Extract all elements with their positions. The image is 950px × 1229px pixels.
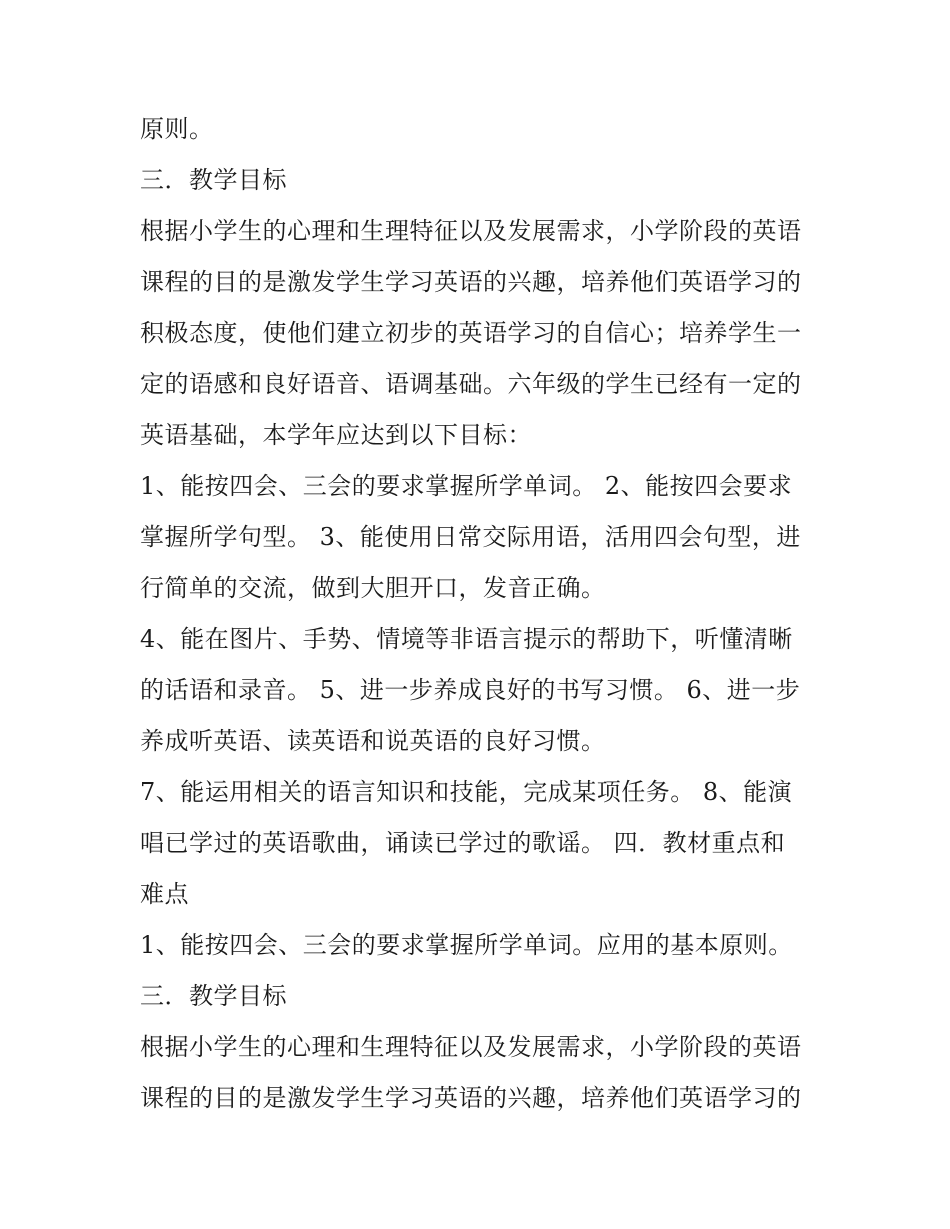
text-line: 课程的目的是激发学生学习英语的兴趣，培养他们英语学习的 — [140, 268, 802, 296]
text-line: 唱已学过的英语歌曲，诵读已学过的歌谣。 四．教材重点和 — [140, 829, 786, 857]
text-line: 的话语和录音。 5、进一步养成良好的书写习惯。 6、进一步 — [140, 676, 801, 704]
text-line: 1、能按四会、三会的要求掌握所学单词。应用的基本原则。 — [140, 931, 793, 959]
text-line: 养成听英语、读英语和说英语的良好习惯。 — [140, 727, 606, 755]
text-line: 掌握所学句型。 3、能使用日常交际用语，活用四会句型，进 — [140, 523, 801, 551]
text-line: 1、能按四会、三会的要求掌握所学单词。 2、能按四会要求 — [140, 472, 793, 500]
section-heading: 三．教学目标 — [140, 166, 287, 194]
text-line: 英语基础，本学年应达到以下目标： — [140, 421, 532, 449]
text-line: 4、能在图片、手势、情境等非语言提示的帮助下，听懂清晰 — [140, 625, 793, 653]
text-line: 定的语感和良好语音、语调基础。六年级的学生已经有一定的 — [140, 370, 802, 398]
text-line: 积极态度，使他们建立初步的英语学习的自信心；培养学生一 — [140, 319, 802, 347]
text-line: 根据小学生的心理和生理特征以及发展需求，小学阶段的英语 — [140, 1033, 802, 1061]
section-heading: 三．教学目标 — [140, 982, 287, 1010]
text-line: 课程的目的是激发学生学习英语的兴趣，培养他们英语学习的 — [140, 1084, 802, 1112]
text-line: 行简单的交流，做到大胆开口，发音正确。 — [140, 574, 606, 602]
document-body — [140, 104, 820, 1124]
text-line: 根据小学生的心理和生理特征以及发展需求，小学阶段的英语 — [140, 217, 802, 245]
text-line: 难点 — [140, 880, 189, 908]
text-line: 7、能运用相关的语言知识和技能，完成某项任务。 8、能演 — [140, 778, 793, 806]
text-line: 原则。 — [140, 115, 214, 143]
